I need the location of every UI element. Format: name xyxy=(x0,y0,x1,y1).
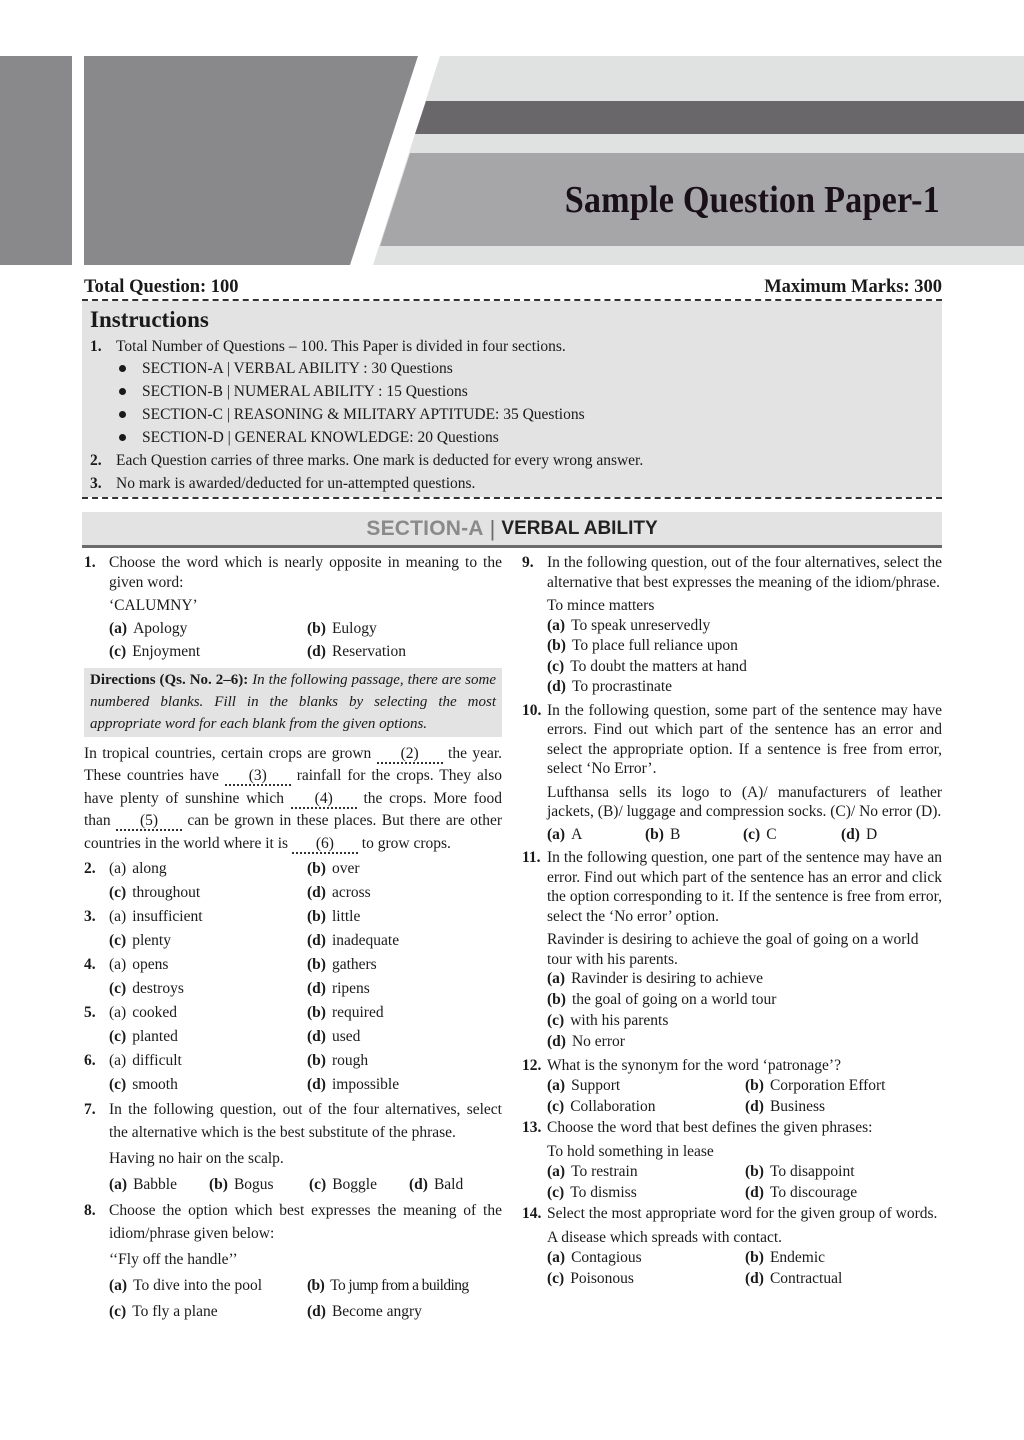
option-label: (a) xyxy=(109,1052,127,1069)
option-label: (b) xyxy=(547,991,566,1008)
option-text: B xyxy=(669,825,681,843)
question-number: 1. xyxy=(84,554,96,571)
option-a[interactable] xyxy=(109,619,307,639)
option-c[interactable] xyxy=(109,1027,307,1047)
option-label: (d) xyxy=(307,931,326,949)
option-b[interactable] xyxy=(307,955,502,975)
option-d[interactable] xyxy=(745,1269,942,1289)
left-column xyxy=(84,553,502,1328)
options xyxy=(109,1275,502,1324)
option-a[interactable] xyxy=(109,955,307,975)
maximum-marks: Maximum Marks: 300 xyxy=(764,276,942,297)
option-a[interactable] xyxy=(547,1076,745,1096)
option-label: (d) xyxy=(307,1303,326,1320)
header-banner xyxy=(0,0,1024,270)
question-6 xyxy=(84,1051,502,1094)
option-label: (d) xyxy=(307,883,326,901)
option-text: Support xyxy=(571,1077,621,1094)
question-10 xyxy=(522,701,942,845)
instruction-text: No mark is awarded/deducted for un-attempted questions. xyxy=(116,475,476,492)
options xyxy=(109,859,502,902)
option-label: (b) xyxy=(745,1163,764,1180)
options xyxy=(109,1003,502,1046)
option-text: Apology xyxy=(133,619,188,637)
option-label: (c) xyxy=(309,1175,327,1193)
question-prompt: Ravinder is desiring to achieve the goal of going on a world tour with his parents. xyxy=(547,931,919,968)
question-prompt: A disease which spreads with contact. xyxy=(547,1228,783,1246)
option-text: insufficient xyxy=(132,908,203,925)
option-text: Collaboration xyxy=(570,1097,656,1115)
question-number: 10. xyxy=(522,701,542,719)
option-label: (b) xyxy=(307,619,326,637)
option-label: (d) xyxy=(841,825,860,843)
question-text: Choose the word which is nearly opposite in meaning to the given word: xyxy=(109,554,502,591)
option-text: To procrastinate xyxy=(571,678,673,695)
question-number: 7. xyxy=(84,1101,96,1118)
blank-3: (3) xyxy=(225,768,291,786)
option-label: (c) xyxy=(547,1183,565,1201)
option-c[interactable] xyxy=(547,1097,745,1117)
instruction-number: 1. xyxy=(90,338,102,355)
option-text: Bogus xyxy=(233,1175,274,1193)
option-text: Enjoyment xyxy=(132,643,201,660)
question-13 xyxy=(522,1118,942,1202)
option-b[interactable] xyxy=(307,859,502,879)
option-d[interactable] xyxy=(307,931,502,951)
option-a[interactable] xyxy=(547,825,645,845)
instruction-number: 3. xyxy=(90,475,102,492)
instructions-heading: Instructions xyxy=(90,307,209,332)
option-text: across xyxy=(331,883,371,901)
question-9 xyxy=(522,553,942,697)
option-label: (a) xyxy=(109,1175,128,1193)
option-label: (c) xyxy=(547,1097,565,1115)
options xyxy=(547,1248,942,1288)
option-label: (a) xyxy=(547,1077,566,1094)
blank-6: (6) xyxy=(292,836,358,854)
instruction-text: Each Question carries of three marks. One mark is deducted for every wrong answer. xyxy=(116,452,644,469)
option-text: smooth xyxy=(132,1075,178,1093)
option-label: (b) xyxy=(307,956,326,973)
option-label: (b) xyxy=(209,1175,228,1193)
question-text: In the following question, out of the four alternatives, select the alternative which is the best substitute of the phrase. xyxy=(109,1101,502,1141)
question-number: 13. xyxy=(522,1119,542,1136)
question-prompt: To hold something in lease xyxy=(547,1142,714,1160)
option-a[interactable] xyxy=(109,1174,209,1197)
option-c[interactable] xyxy=(109,979,307,999)
option-text: D xyxy=(865,825,878,843)
option-label: (d) xyxy=(745,1097,764,1115)
paper-title: Sample Question Paper-1 xyxy=(564,179,940,221)
option-label: (d) xyxy=(409,1175,428,1193)
question-number: 4. xyxy=(84,956,96,973)
question-text: Select the most appropriate word for the given group of words. xyxy=(547,1205,938,1222)
option-text: Corporation Effort xyxy=(769,1077,886,1094)
option-text: planted xyxy=(132,1027,178,1045)
passage xyxy=(84,743,502,856)
option-d[interactable] xyxy=(307,1075,502,1095)
option-label: (c) xyxy=(547,657,565,675)
option-b[interactable] xyxy=(745,1076,942,1096)
option-d[interactable] xyxy=(547,1032,942,1052)
passage-text: the crops. More food than xyxy=(84,789,502,829)
option-text: To discourage xyxy=(769,1183,858,1201)
question-number: 9. xyxy=(522,554,534,571)
question-5 xyxy=(84,1003,502,1046)
option-text: To doubt the matters at hand xyxy=(570,657,747,675)
options xyxy=(109,955,502,998)
instructions-box xyxy=(82,301,942,497)
option-label: (a) xyxy=(547,825,566,843)
options xyxy=(547,1162,942,1202)
option-b[interactable] xyxy=(645,825,743,845)
option-label: (a) xyxy=(109,1276,128,1294)
instruction-text: Total Number of Questions – 100. This Paper is divided in four sections. xyxy=(116,338,566,355)
passage-text: In tropical countries, certain crops are grown xyxy=(84,744,372,762)
option-text: used xyxy=(331,1027,361,1045)
question-11 xyxy=(522,848,942,1052)
option-text: A xyxy=(571,825,583,843)
option-label: (b) xyxy=(307,908,326,925)
options xyxy=(547,969,942,1052)
option-c[interactable] xyxy=(109,883,307,903)
option-text: cooked xyxy=(132,1004,177,1021)
section-header xyxy=(82,512,942,548)
option-c[interactable] xyxy=(109,1301,307,1324)
option-a[interactable] xyxy=(547,1162,745,1182)
header-slanted-block xyxy=(84,56,418,265)
directions-text: In the following passage, there are some numbered blanks. Fill in the blanks by selecting the most appropriate word for each blank from the given options. xyxy=(90,671,497,732)
option-d[interactable] xyxy=(841,825,942,845)
option-a[interactable] xyxy=(109,1003,307,1023)
passage-text: the year. These countries have xyxy=(84,744,503,784)
option-a[interactable] xyxy=(109,1275,307,1298)
option-b[interactable] xyxy=(307,1051,502,1071)
option-label: (a) xyxy=(109,908,127,925)
option-c[interactable] xyxy=(547,657,942,677)
option-label: (d) xyxy=(745,1269,764,1287)
option-a[interactable] xyxy=(547,616,942,636)
option-label: (a) xyxy=(109,860,127,877)
option-label: (d) xyxy=(307,979,326,997)
option-label: (c) xyxy=(109,1075,127,1093)
right-column xyxy=(522,553,942,1292)
option-label: (b) xyxy=(307,1004,326,1021)
option-d[interactable] xyxy=(307,883,502,903)
question-number: 6. xyxy=(84,1052,96,1069)
option-text: plenty xyxy=(132,931,171,949)
option-label: (b) xyxy=(307,1052,326,1069)
options xyxy=(547,1076,942,1116)
blank-2: (2) xyxy=(377,746,443,764)
directions-label: Directions (Qs. No. 2–6): xyxy=(90,671,249,688)
option-text: To place full reliance upon xyxy=(571,637,738,654)
option-text: destroys xyxy=(132,979,184,997)
option-b[interactable] xyxy=(745,1162,942,1182)
option-d[interactable] xyxy=(307,642,502,662)
options xyxy=(109,1051,502,1094)
header-graphic xyxy=(0,0,1024,270)
question-text: Choose the option which best expresses the meaning of the idiom/phrase given below: xyxy=(109,1202,502,1242)
question-number: 2. xyxy=(84,860,96,877)
question-prompt: Having no hair on the scalp. xyxy=(109,1150,284,1167)
passage-text: can be grown in these places. But there are other countries in the world where it is xyxy=(84,812,502,852)
option-c[interactable] xyxy=(309,1174,409,1197)
question-14 xyxy=(522,1204,942,1288)
section-separator: | xyxy=(489,515,496,541)
question-4 xyxy=(84,955,502,998)
section-summary: SECTION-D | GENERAL KNOWLEDGE: 20 Questions xyxy=(142,429,499,446)
options xyxy=(109,1174,502,1197)
question-text: In the following question, out of the four alternatives, select the alternative that best expresses the meaning of the idiom/phrase. xyxy=(547,554,942,591)
option-label: (a) xyxy=(547,1249,566,1266)
options xyxy=(109,619,502,662)
option-c[interactable] xyxy=(547,1183,745,1203)
option-label: (b) xyxy=(547,637,566,654)
option-text: Become angry xyxy=(331,1303,422,1320)
option-label: (d) xyxy=(307,1075,326,1093)
section-code: SECTION-A xyxy=(366,516,484,540)
option-label: (c) xyxy=(109,979,127,997)
option-text: C xyxy=(766,825,777,843)
option-a[interactable] xyxy=(109,859,307,879)
blank-4: (4) xyxy=(291,791,357,809)
option-label: (a) xyxy=(109,956,127,973)
option-text: Boggle xyxy=(332,1175,377,1193)
question-text: In the following question, one part of the sentence may have an error. Find out which part of the sentence has an error and click the option corresponding to it. If the sentence is free from error, select the ‘No error’ option. xyxy=(547,849,942,925)
header-left-block xyxy=(0,56,72,265)
section-name: VERBAL ABILITY xyxy=(501,517,658,539)
option-c[interactable] xyxy=(547,1269,745,1289)
question-word: ‘CALUMNY’ xyxy=(109,597,198,614)
option-label: (d) xyxy=(547,678,566,695)
option-label: (b) xyxy=(307,860,326,877)
question-prompt: Lufthansa sells its logo to (A)/ manufacturers of leather jackets, (B)/ luggage and compression socks. (C)/ No error (D). xyxy=(547,783,942,820)
option-label: (c) xyxy=(547,1269,565,1287)
option-a[interactable] xyxy=(109,907,307,927)
bullet-icon xyxy=(119,434,126,441)
option-text: Babble xyxy=(133,1175,177,1193)
option-text: gathers xyxy=(331,956,377,973)
option-label: (b) xyxy=(745,1249,764,1266)
options xyxy=(547,825,942,845)
option-c[interactable] xyxy=(109,931,307,951)
bullet-icon xyxy=(119,388,126,395)
option-text: little xyxy=(331,908,361,925)
question-number: 12. xyxy=(522,1056,542,1074)
header-dark-band xyxy=(415,101,1024,134)
total-questions: Total Question: 100 xyxy=(84,276,239,297)
question-number: 3. xyxy=(84,908,96,925)
option-text: To fly a plane xyxy=(132,1303,218,1320)
question-prompt: To mince matters xyxy=(547,597,655,614)
blank-5: (5) xyxy=(116,813,182,831)
option-b[interactable] xyxy=(307,1003,502,1023)
option-d[interactable] xyxy=(307,1301,502,1324)
option-d[interactable] xyxy=(547,677,942,697)
option-label: (b) xyxy=(307,1276,325,1294)
divider-dashed-bottom xyxy=(82,497,942,499)
option-label: (a) xyxy=(109,619,128,637)
option-text: To restrain xyxy=(571,1163,638,1180)
question-text: In the following question, some part of the sentence may have errors. Find out which part of the sentence has an error and select the appropriate option. If a sentence is free from error, select ‘No Error’. xyxy=(547,701,942,777)
option-text: rough xyxy=(331,1052,369,1069)
question-text: Choose the word that best defines the given phrases: xyxy=(547,1119,873,1136)
option-text: opens xyxy=(132,956,169,973)
option-label: (c) xyxy=(109,1027,127,1045)
option-text: To dismiss xyxy=(570,1183,637,1201)
question-prompt: ‘‘Fly off the handle’’ xyxy=(109,1251,238,1268)
option-label: (a) xyxy=(547,970,566,987)
option-d[interactable] xyxy=(745,1097,942,1117)
option-text: To speak unreservedly xyxy=(571,616,711,634)
question-number: 8. xyxy=(84,1202,96,1219)
option-label: (d) xyxy=(307,1027,326,1045)
bullet-icon xyxy=(119,365,126,372)
option-label: (b) xyxy=(645,825,664,843)
option-label: (c) xyxy=(547,1012,565,1029)
question-3 xyxy=(84,907,502,950)
option-b[interactable] xyxy=(307,907,502,927)
option-d[interactable] xyxy=(409,1174,502,1197)
option-text: inadequate xyxy=(331,931,400,949)
instruction-number: 2. xyxy=(90,452,102,469)
option-text: Contractual xyxy=(769,1269,843,1287)
option-label: (d) xyxy=(745,1183,764,1201)
question-8 xyxy=(84,1200,502,1324)
option-text: over xyxy=(331,860,360,877)
option-text: To jump from a building xyxy=(330,1276,469,1294)
question-1 xyxy=(84,553,502,662)
option-a[interactable] xyxy=(547,1248,745,1268)
option-label: (a) xyxy=(109,1004,127,1021)
option-d[interactable] xyxy=(307,979,502,999)
bullet-icon xyxy=(119,411,126,418)
section-summary: SECTION-B | NUMERAL ABILITY : 15 Questions xyxy=(142,383,468,400)
option-text: along xyxy=(132,860,167,877)
options xyxy=(547,616,942,697)
option-b[interactable] xyxy=(307,1275,502,1298)
passage-text: rainfall for the crops. They also have plenty of sunshine which xyxy=(84,767,502,807)
option-c[interactable] xyxy=(109,642,307,662)
section-summary: SECTION-C | REASONING & MILITARY APTITUDE: 35 Questions xyxy=(142,406,585,423)
option-c[interactable] xyxy=(109,1075,307,1095)
option-text: To disappoint xyxy=(769,1163,855,1180)
option-c[interactable] xyxy=(743,825,841,845)
directions-box xyxy=(84,668,502,737)
section-summary: SECTION-A | VERBAL ABILITY : 30 Questions xyxy=(142,360,453,377)
option-text: Reservation xyxy=(331,643,406,660)
option-text: No error xyxy=(571,1033,625,1050)
option-d[interactable] xyxy=(745,1183,942,1203)
option-text: the goal of going on a world tour xyxy=(571,991,777,1008)
option-label: (a) xyxy=(547,1163,566,1180)
question-number: 14. xyxy=(522,1205,542,1222)
option-b[interactable] xyxy=(547,636,942,656)
option-b[interactable] xyxy=(209,1174,309,1197)
question-2 xyxy=(84,859,502,902)
option-label: (c) xyxy=(109,931,127,949)
question-12 xyxy=(522,1056,942,1117)
option-a[interactable] xyxy=(109,1051,307,1071)
question-number: 11. xyxy=(522,849,541,866)
option-text: Contagious xyxy=(571,1249,642,1266)
option-a[interactable] xyxy=(547,969,942,989)
option-label: (b) xyxy=(745,1077,764,1094)
option-label: (c) xyxy=(743,825,761,843)
options xyxy=(109,907,502,950)
totals-row xyxy=(84,274,942,300)
option-text: throughout xyxy=(132,883,201,901)
option-label: (d) xyxy=(547,1033,566,1050)
option-text: Endemic xyxy=(769,1249,826,1266)
option-b[interactable] xyxy=(307,619,502,639)
option-b[interactable] xyxy=(745,1248,942,1268)
option-text: with his parents xyxy=(570,1012,669,1029)
option-c[interactable] xyxy=(547,1011,942,1031)
option-text: Business xyxy=(769,1097,826,1115)
option-text: impossible xyxy=(331,1075,400,1093)
passage-text: to grow crops. xyxy=(361,834,451,852)
option-label: (a) xyxy=(547,616,566,634)
option-label: (c) xyxy=(109,883,127,901)
option-text: Ravinder is desiring to achieve xyxy=(571,970,764,987)
option-label: (d) xyxy=(307,643,326,660)
question-7 xyxy=(84,1099,502,1196)
option-text: required xyxy=(331,1004,384,1021)
option-text: ripens xyxy=(331,979,370,997)
option-text: Bald xyxy=(433,1175,464,1193)
option-text: Eulogy xyxy=(331,619,377,637)
option-label: (c) xyxy=(109,643,127,660)
option-text: difficult xyxy=(132,1052,182,1069)
question-number: 5. xyxy=(84,1004,96,1021)
option-text: To dive into the pool xyxy=(133,1276,263,1294)
question-text: What is the synonym for the word ‘patronage’? xyxy=(547,1056,841,1074)
option-b[interactable] xyxy=(547,990,942,1010)
option-text: Poisonous xyxy=(570,1269,634,1287)
option-d[interactable] xyxy=(307,1027,502,1047)
option-label: (c) xyxy=(109,1303,127,1320)
